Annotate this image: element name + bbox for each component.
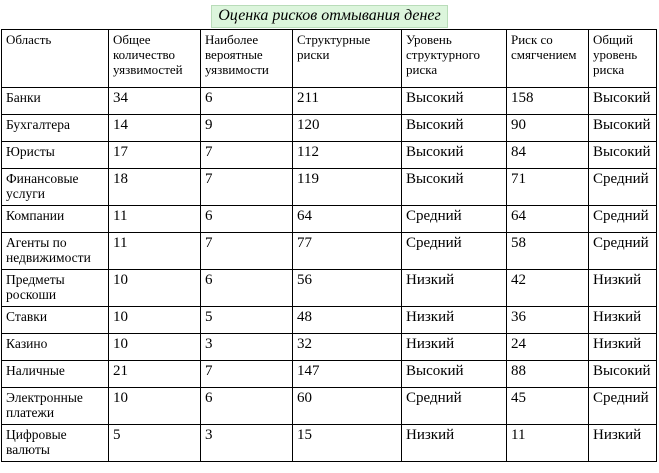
cell-mitigated: 58 bbox=[507, 233, 589, 270]
cell-likely: 3 bbox=[201, 425, 293, 462]
cell-structural-level: Высокий bbox=[402, 169, 507, 206]
cell-total: 5 bbox=[109, 425, 201, 462]
table-row bbox=[2, 270, 657, 307]
cell-structural: 60 bbox=[293, 388, 402, 425]
cell-area: Банки bbox=[2, 88, 109, 115]
cell-structural: 119 bbox=[293, 169, 402, 206]
cell-likely: 6 bbox=[201, 388, 293, 425]
table-row bbox=[2, 307, 657, 334]
cell-total: 17 bbox=[109, 142, 201, 169]
table-row bbox=[2, 115, 657, 142]
cell-structural-level: Средний bbox=[402, 388, 507, 425]
cell-area: Наличные bbox=[2, 361, 109, 388]
table-row bbox=[2, 142, 657, 169]
header-structural-risks: Структурные риски bbox=[293, 30, 402, 88]
cell-likely: 6 bbox=[201, 270, 293, 307]
cell-structural: 48 bbox=[293, 307, 402, 334]
cell-total: 18 bbox=[109, 169, 201, 206]
header-total-vulnerabilities: Общее количество уязвимостей bbox=[109, 30, 201, 88]
cell-area: Казино bbox=[2, 334, 109, 361]
cell-area: Цифровые валюты bbox=[2, 425, 109, 462]
cell-overall: Низкий bbox=[589, 270, 657, 307]
cell-area: Агенты по недвижимости bbox=[2, 233, 109, 270]
cell-total: 11 bbox=[109, 233, 201, 270]
cell-structural: 56 bbox=[293, 270, 402, 307]
cell-structural: 64 bbox=[293, 206, 402, 233]
header-area: Область bbox=[2, 30, 109, 88]
cell-total: 10 bbox=[109, 334, 201, 361]
cell-total: 10 bbox=[109, 307, 201, 334]
cell-mitigated: 84 bbox=[507, 142, 589, 169]
cell-total: 10 bbox=[109, 270, 201, 307]
cell-mitigated: 11 bbox=[507, 425, 589, 462]
cell-area: Юристы bbox=[2, 142, 109, 169]
cell-total: 21 bbox=[109, 361, 201, 388]
cell-area: Бухгалтера bbox=[2, 115, 109, 142]
table-row bbox=[2, 169, 657, 206]
cell-mitigated: 24 bbox=[507, 334, 589, 361]
cell-total: 34 bbox=[109, 88, 201, 115]
cell-likely: 5 bbox=[201, 307, 293, 334]
table-row bbox=[2, 361, 657, 388]
cell-structural: 15 bbox=[293, 425, 402, 462]
cell-overall: Низкий bbox=[589, 425, 657, 462]
header-mitigated-risk: Риск со смягчением bbox=[507, 30, 589, 88]
cell-structural: 77 bbox=[293, 233, 402, 270]
cell-area: Электронные платежи bbox=[2, 388, 109, 425]
cell-structural-level: Низкий bbox=[402, 334, 507, 361]
risk-table bbox=[1, 29, 657, 462]
cell-overall: Средний bbox=[589, 233, 657, 270]
cell-structural-level: Средний bbox=[402, 233, 507, 270]
table-row bbox=[2, 88, 657, 115]
cell-overall: Низкий bbox=[589, 307, 657, 334]
cell-total: 14 bbox=[109, 115, 201, 142]
cell-likely: 7 bbox=[201, 233, 293, 270]
cell-mitigated: 36 bbox=[507, 307, 589, 334]
cell-total: 10 bbox=[109, 388, 201, 425]
title-container bbox=[0, 5, 659, 28]
cell-overall: Низкий bbox=[589, 334, 657, 361]
cell-structural-level: Высокий bbox=[402, 142, 507, 169]
cell-area: Предметы роскоши bbox=[2, 270, 109, 307]
cell-structural-level: Высокий bbox=[402, 361, 507, 388]
cell-overall: Высокий bbox=[589, 115, 657, 142]
cell-mitigated: 71 bbox=[507, 169, 589, 206]
cell-mitigated: 42 bbox=[507, 270, 589, 307]
table-row bbox=[2, 233, 657, 270]
table-row bbox=[2, 206, 657, 233]
cell-mitigated: 90 bbox=[507, 115, 589, 142]
table-row bbox=[2, 334, 657, 361]
cell-overall: Высокий bbox=[589, 361, 657, 388]
cell-structural-level: Низкий bbox=[402, 270, 507, 307]
document-title: Оценка рисков отмывания денег bbox=[211, 5, 447, 28]
cell-overall: Средний bbox=[589, 206, 657, 233]
cell-mitigated: 158 bbox=[507, 88, 589, 115]
cell-structural: 147 bbox=[293, 361, 402, 388]
cell-structural: 32 bbox=[293, 334, 402, 361]
cell-structural-level: Низкий bbox=[402, 425, 507, 462]
cell-area: Финансовые услуги bbox=[2, 169, 109, 206]
header-likely-vulnerabilities: Наиболее вероятные уязвимости bbox=[201, 30, 293, 88]
table-row bbox=[2, 425, 657, 462]
cell-likely: 7 bbox=[201, 169, 293, 206]
cell-structural-level: Высокий bbox=[402, 88, 507, 115]
cell-structural: 112 bbox=[293, 142, 402, 169]
cell-overall: Средний bbox=[589, 388, 657, 425]
cell-mitigated: 64 bbox=[507, 206, 589, 233]
cell-overall: Высокий bbox=[589, 142, 657, 169]
header-structural-risk-level: Уровень структурного риска bbox=[402, 30, 507, 88]
cell-likely: 3 bbox=[201, 334, 293, 361]
cell-structural: 211 bbox=[293, 88, 402, 115]
cell-mitigated: 88 bbox=[507, 361, 589, 388]
cell-likely: 7 bbox=[201, 361, 293, 388]
table-header-row bbox=[2, 30, 657, 88]
cell-structural-level: Высокий bbox=[402, 115, 507, 142]
cell-overall: Высокий bbox=[589, 88, 657, 115]
cell-likely: 9 bbox=[201, 115, 293, 142]
cell-area: Ставки bbox=[2, 307, 109, 334]
cell-structural-level: Средний bbox=[402, 206, 507, 233]
cell-overall: Средний bbox=[589, 169, 657, 206]
table-row bbox=[2, 388, 657, 425]
cell-mitigated: 45 bbox=[507, 388, 589, 425]
header-overall-risk-level: Общий уровень риска bbox=[589, 30, 657, 88]
cell-likely: 6 bbox=[201, 88, 293, 115]
cell-structural-level: Низкий bbox=[402, 307, 507, 334]
cell-area: Компании bbox=[2, 206, 109, 233]
cell-structural: 120 bbox=[293, 115, 402, 142]
cell-total: 11 bbox=[109, 206, 201, 233]
cell-likely: 7 bbox=[201, 142, 293, 169]
cell-likely: 6 bbox=[201, 206, 293, 233]
